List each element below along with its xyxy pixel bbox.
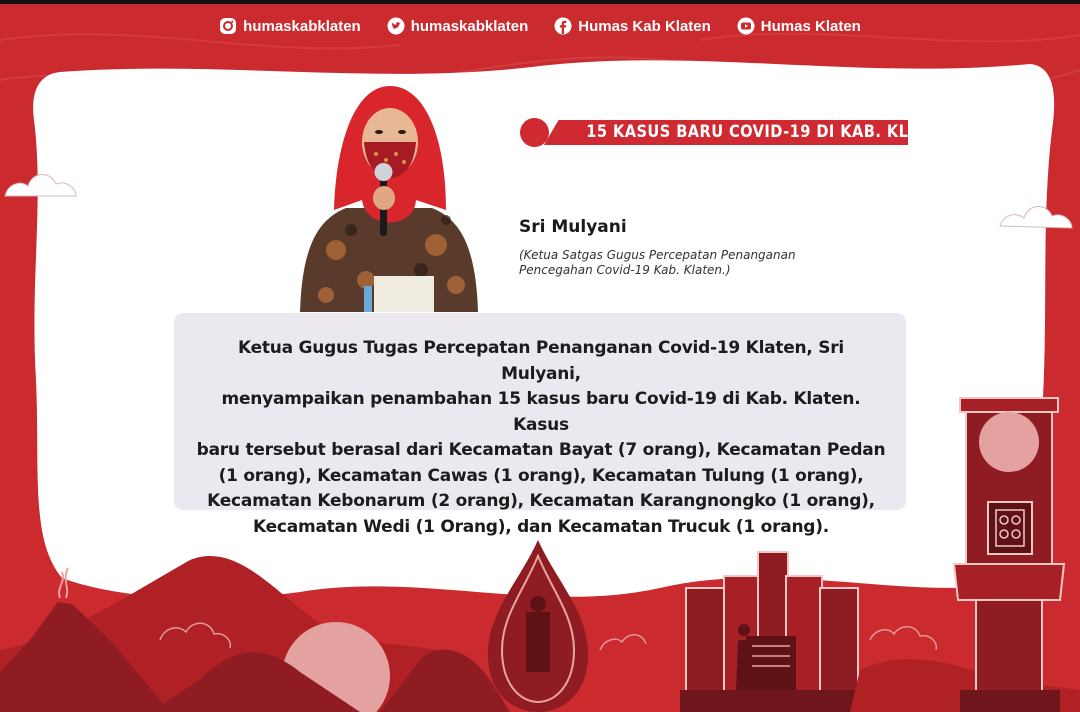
body-line: baru tersebut berasal dari Kecamatan Bayat (7 orang), Kecamatan Pedan bbox=[196, 440, 886, 460]
body-line: (1 orang), Kecamatan Cawas (1 orang), Kecamatan Tulung (1 orang), bbox=[218, 465, 864, 486]
body-text bbox=[196, 336, 886, 540]
headline-text: 15 KASUS BARU COVID-19 DI KAB. KLATEN bbox=[586, 122, 953, 142]
person-role bbox=[519, 248, 839, 278]
body-line: Kecamatan Wedi (1 Orang), dan Kecamatan Trucuk (1 orang). bbox=[253, 516, 829, 537]
headline-ribbon-dot bbox=[520, 118, 549, 147]
building-cluster-icon bbox=[680, 552, 864, 712]
twitter-handle: humaskabklaten bbox=[410, 17, 529, 35]
youtube-handle: Humas Klaten bbox=[760, 17, 861, 35]
portrait-photo bbox=[296, 80, 482, 312]
body-line: Ketua Gugus Tugas Percepatan Penanganan Covid-19 Klaten, Sri Mulyani, bbox=[238, 338, 844, 384]
facebook-handle: Humas Kab Klaten bbox=[578, 17, 711, 35]
person-name: Sri Mulyani bbox=[519, 217, 627, 237]
gunungan-icon bbox=[488, 540, 588, 712]
tugu-tower-icon bbox=[954, 398, 1064, 712]
instagram-handle: humaskabklaten bbox=[243, 17, 361, 35]
headline-ribbon bbox=[520, 118, 953, 147]
person-role-line1: (Ketua Satgas Gugus Percepatan Penanganan bbox=[519, 248, 796, 262]
person-role-line2: Pencegahan Covid-19 Kab. Klaten.) bbox=[519, 263, 731, 277]
body-line: Kecamatan Kebonarum (2 orang), Kecamatan Karangnongko (1 orang), bbox=[207, 491, 875, 511]
body-line: menyampaikan penambahan 15 kasus baru Covid-19 di Kab. Klaten. Kasus bbox=[221, 389, 861, 435]
